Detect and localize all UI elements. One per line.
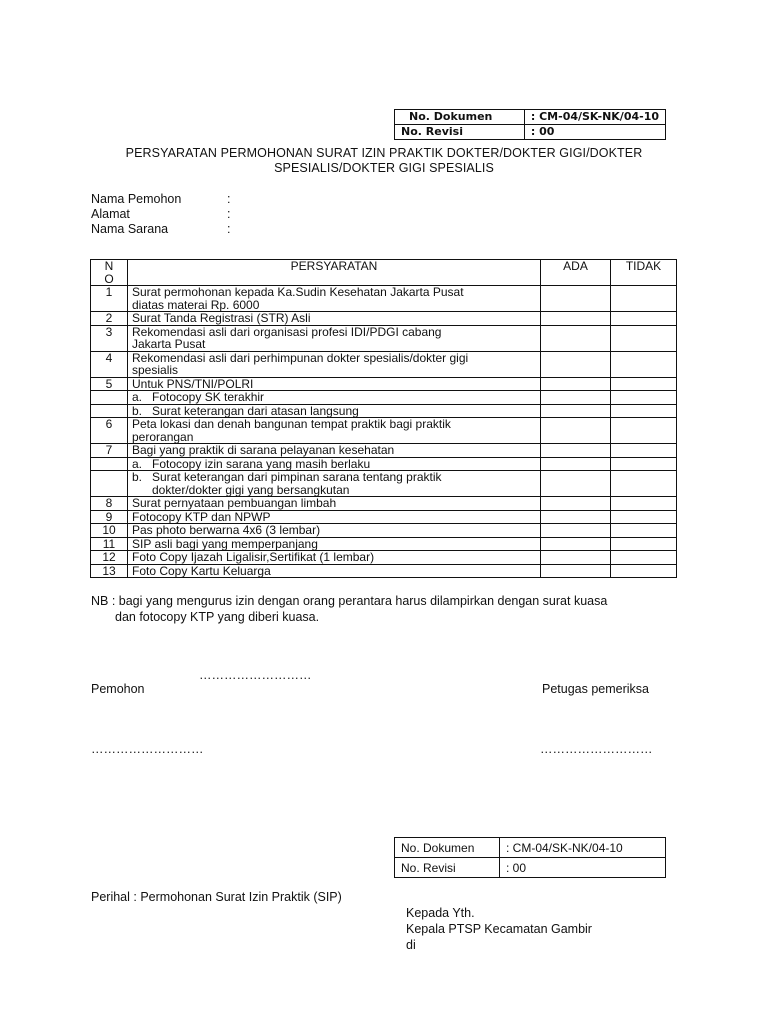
table-row — [91, 564, 677, 578]
revision-value: : 00 — [524, 125, 665, 140]
applicant-signature-line: ……………………… — [91, 742, 204, 756]
applicant-signature-label: Pemohon — [91, 682, 145, 696]
header-no: N O — [91, 260, 128, 286]
field-separator: : — [227, 207, 231, 221]
header-doc-box — [394, 109, 666, 140]
ada-checkbox-cell[interactable] — [541, 471, 611, 497]
header-requirement: PERSYARATAN — [128, 260, 541, 286]
ada-checkbox-cell[interactable] — [541, 457, 611, 471]
ada-checkbox-cell[interactable] — [541, 312, 611, 326]
letter-subject: Perihal : Permohonan Surat Izin Praktik (SIP) — [91, 890, 342, 904]
table-row — [91, 457, 677, 471]
field-nama-pemohon — [91, 192, 230, 207]
row-number: 1 — [91, 286, 128, 312]
doc-number-value: : CM-04/SK-NK/04-10 — [500, 838, 666, 858]
table-row — [91, 497, 677, 511]
table-row — [91, 471, 677, 497]
row-number: 4 — [91, 351, 128, 377]
tidak-checkbox-cell[interactable] — [611, 564, 677, 578]
row-requirement: Fotocopy KTP dan NPWP — [128, 510, 541, 524]
ada-checkbox-cell[interactable] — [541, 444, 611, 458]
officer-signature-label: Petugas pemeriksa — [542, 682, 650, 696]
header-ada: ADA — [541, 260, 611, 286]
field-separator: : — [227, 222, 231, 236]
revision-label: No. Revisi — [395, 858, 500, 878]
requirements-table — [90, 259, 677, 578]
tidak-checkbox-cell[interactable] — [611, 391, 677, 405]
table-row — [91, 404, 677, 418]
row-requirement: Pas photo berwarna 4x6 (3 lembar) — [128, 524, 541, 538]
row-requirement: Surat pernyataan pembuangan limbah — [128, 497, 541, 511]
letter-recipient — [406, 905, 592, 953]
row-number — [91, 391, 128, 405]
ada-checkbox-cell[interactable] — [541, 524, 611, 538]
revision-row — [395, 125, 666, 140]
ada-checkbox-cell[interactable] — [541, 404, 611, 418]
ada-checkbox-cell[interactable] — [541, 377, 611, 391]
ada-checkbox-cell[interactable] — [541, 537, 611, 551]
table-row — [91, 391, 677, 405]
field-nama-sarana — [91, 222, 230, 237]
row-requirement: Surat permohonan kepada Ka.Sudin Kesehatan Jakarta Pusat diatas materai Rp. 6000 — [128, 286, 541, 312]
applicant-fields — [91, 192, 230, 237]
revision-label: No. Revisi — [395, 125, 525, 140]
ada-checkbox-cell[interactable] — [541, 418, 611, 444]
tidak-checkbox-cell[interactable] — [611, 510, 677, 524]
ada-checkbox-cell[interactable] — [541, 497, 611, 511]
row-requirement: Foto Copy Kartu Keluarga — [128, 564, 541, 578]
tidak-checkbox-cell[interactable] — [611, 497, 677, 511]
field-label: Nama Pemohon — [91, 192, 182, 206]
row-number — [91, 457, 128, 471]
row-requirement: Foto Copy Ijazah Ligalisir,Sertifikat (1 lembar) — [128, 551, 541, 565]
row-requirement: Untuk PNS/TNI/POLRI — [128, 377, 541, 391]
table-header-row — [91, 260, 677, 286]
signature-dots-top: ……………………… — [199, 668, 312, 682]
ada-checkbox-cell[interactable] — [541, 510, 611, 524]
table-row — [91, 537, 677, 551]
row-requirement: Peta lokasi dan denah bangunan tempat praktik bagi praktik perorangan — [128, 418, 541, 444]
tidak-checkbox-cell[interactable] — [611, 351, 677, 377]
note-line-2: dan fotocopy KTP yang diberi kuasa. — [115, 610, 320, 624]
tidak-checkbox-cell[interactable] — [611, 325, 677, 351]
table-row — [91, 444, 677, 458]
row-number — [91, 404, 128, 418]
revision-value: : 00 — [500, 858, 666, 878]
note — [91, 593, 681, 625]
table-row — [91, 510, 677, 524]
ada-checkbox-cell[interactable] — [541, 564, 611, 578]
row-number: 7 — [91, 444, 128, 458]
row-requirement: Surat Tanda Registrasi (STR) Asli — [128, 312, 541, 326]
tidak-checkbox-cell[interactable] — [611, 444, 677, 458]
page-title — [60, 146, 708, 176]
tidak-checkbox-cell[interactable] — [611, 524, 677, 538]
row-number: 12 — [91, 551, 128, 565]
tidak-checkbox-cell[interactable] — [611, 471, 677, 497]
table-row — [91, 524, 677, 538]
revision-row — [395, 858, 666, 878]
field-label: Nama Sarana — [91, 222, 169, 236]
field-separator: : — [227, 192, 231, 206]
doc-number-label: No. Dokumen — [395, 110, 525, 125]
table-row — [91, 377, 677, 391]
title-line-1: PERSYARATAN PERMOHONAN SURAT IZIN PRAKTIK DOKTER/DOKTER GIGI/DOKTER — [125, 146, 643, 160]
row-requirement: Rekomendasi asli dari organisasi profesi IDI/PDGI cabang Jakarta Pusat — [128, 325, 541, 351]
ada-checkbox-cell[interactable] — [541, 551, 611, 565]
row-number: 9 — [91, 510, 128, 524]
doc-number-row — [395, 838, 666, 858]
ada-checkbox-cell[interactable] — [541, 391, 611, 405]
row-number: 11 — [91, 537, 128, 551]
doc-number-row — [395, 110, 666, 125]
table-row — [91, 551, 677, 565]
row-number — [91, 471, 128, 497]
table-row — [91, 325, 677, 351]
tidak-checkbox-cell[interactable] — [611, 551, 677, 565]
tidak-checkbox-cell[interactable] — [611, 457, 677, 471]
ada-checkbox-cell[interactable] — [541, 286, 611, 312]
row-requirement-sub: a. Fotocopy izin sarana yang masih berlaku — [128, 457, 541, 471]
recipient-line-3: di — [406, 938, 416, 952]
title-line-2: SPESIALIS/DOKTER GIGI SPESIALIS — [274, 161, 494, 175]
row-requirement: Bagi yang praktik di sarana pelayanan kesehatan — [128, 444, 541, 458]
row-number: 2 — [91, 312, 128, 326]
row-number: 10 — [91, 524, 128, 538]
tidak-checkbox-cell[interactable] — [611, 418, 677, 444]
row-number: 8 — [91, 497, 128, 511]
table-row — [91, 351, 677, 377]
field-alamat — [91, 207, 230, 222]
doc-number-label: No. Dokumen — [395, 838, 500, 858]
doc-number-value: : CM-04/SK-NK/04-10 — [524, 110, 665, 125]
row-requirement: Rekomendasi asli dari perhimpunan dokter spesialis/dokter gigi spesialis — [128, 351, 541, 377]
row-number: 6 — [91, 418, 128, 444]
row-number: 3 — [91, 325, 128, 351]
tidak-checkbox-cell[interactable] — [611, 404, 677, 418]
row-requirement-sub: b. Surat keterangan dari atasan langsung — [128, 404, 541, 418]
ada-checkbox-cell[interactable] — [541, 325, 611, 351]
row-number: 13 — [91, 564, 128, 578]
tidak-checkbox-cell[interactable] — [611, 286, 677, 312]
footer-doc-box — [394, 837, 666, 878]
note-line-1: NB : bagi yang mengurus izin dengan orang perantara harus dilampirkan dengan surat kuasa — [91, 594, 608, 608]
field-label: Alamat — [91, 207, 130, 221]
tidak-checkbox-cell[interactable] — [611, 537, 677, 551]
table-row — [91, 418, 677, 444]
row-number: 5 — [91, 377, 128, 391]
row-requirement-sub: b. Surat keterangan dari pimpinan sarana tentang praktik dokter/dokter gigi yang bersangkutan — [128, 471, 541, 497]
recipient-line-1: Kepada Yth. — [406, 906, 475, 920]
recipient-line-2: Kepala PTSP Kecamatan Gambir — [406, 922, 592, 936]
tidak-checkbox-cell[interactable] — [611, 312, 677, 326]
row-requirement: SIP asli bagi yang memperpanjang — [128, 537, 541, 551]
ada-checkbox-cell[interactable] — [541, 351, 611, 377]
tidak-checkbox-cell[interactable] — [611, 377, 677, 391]
table-row — [91, 286, 677, 312]
header-tidak: TIDAK — [611, 260, 677, 286]
row-requirement-sub: a. Fotocopy SK terakhir — [128, 391, 541, 405]
officer-signature-line: ……………………… — [540, 742, 653, 756]
table-row — [91, 312, 677, 326]
